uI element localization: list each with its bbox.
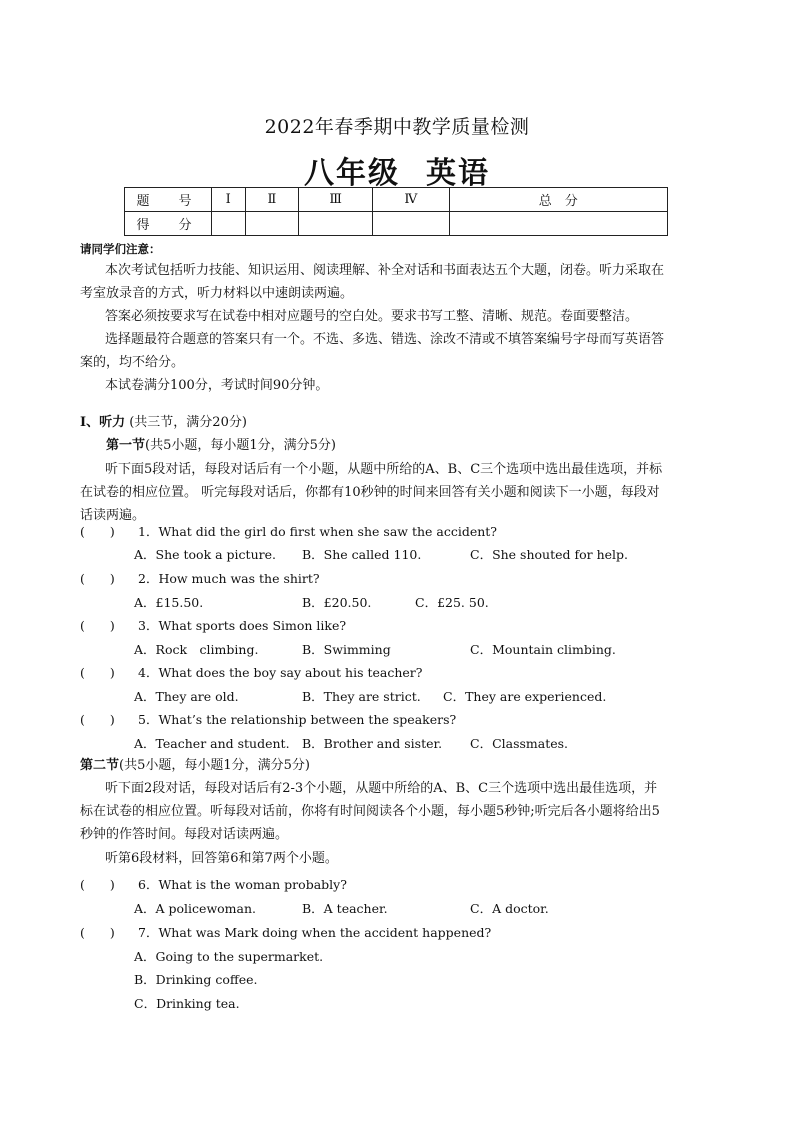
answer-blank[interactable]: ( )	[80, 524, 115, 539]
part1-heading: I、听力	[80, 415, 126, 430]
option-c: C．Mountain climbing.	[470, 642, 616, 657]
section2-heading: 第二节	[80, 758, 120, 773]
notice-heading: 请同学们注意：	[80, 242, 161, 256]
section1-note: (共5小题，每小题1分，满分5分)	[145, 438, 336, 453]
option-b: B．She called 110.	[302, 547, 422, 562]
instruction-line: 听下面5段对话，每段对话后有一个小题，从题中所给的A、B、C三个选项中选出最佳选项，并标	[105, 462, 663, 477]
notice-line: 本次考试包括听力技能、知识运用、阅读理解、补全对话和书面表达五个大题，闭卷。听力采取在	[105, 263, 665, 278]
subject-label: 英语	[426, 156, 490, 191]
option-a: A．They are old.	[134, 689, 239, 704]
notice-paragraph-4: 本试卷满分100分，考试时间90分钟。	[105, 378, 329, 393]
score-table-header-row	[125, 188, 668, 212]
answer-blank[interactable]: ( )	[80, 712, 115, 727]
option-c: C．A doctor.	[470, 901, 549, 916]
score-table-header: 总 分	[449, 188, 667, 212]
notice-line: 选择题最符合题意的答案只有一个。不选、多选、错选、涂改不清或不填答案编号字母而写英语答	[105, 332, 665, 347]
section2-instructions	[80, 777, 716, 846]
answer-blank[interactable]: ( )	[80, 877, 115, 892]
question-3	[80, 616, 346, 634]
notice-line: 案的，均不给分。	[80, 355, 185, 370]
option-b: B．They are strict.	[302, 689, 421, 704]
score-table-header: Ⅰ	[212, 188, 246, 212]
option-c: C．Classmates.	[470, 736, 569, 751]
notice-line: 考室放录音的方式，听力材料以中速朗读两遍。	[80, 286, 354, 301]
option-c: C．£25. 50.	[415, 595, 489, 610]
option-c: C．Drinking tea.	[134, 996, 240, 1011]
question-text: 5．What’s the relationship between the speakers?	[138, 712, 457, 727]
score-table-header: 题 号	[125, 188, 212, 212]
question-text: 4．What does the boy say about his teacher?	[138, 665, 423, 680]
section1-heading: 第一节	[106, 438, 146, 453]
option-a: A．A policewoman.	[134, 901, 257, 916]
answer-blank[interactable]: ( )	[80, 571, 115, 586]
part1-title	[80, 411, 247, 434]
answer-blank[interactable]: ( )	[80, 665, 115, 680]
score-table-score-row	[125, 212, 668, 236]
section2-sub-instruction: 听第6段材料，回答第6和第7两个小题。	[105, 851, 338, 866]
notice-paragraph-2: 答案必须按要求写在试卷中相对应题号的空白处。要求书写工整、清晰、规范。卷面要整洁。	[105, 309, 639, 324]
score-table-header: Ⅱ	[245, 188, 299, 212]
instruction-line: 标在试卷的相应位置。听每段对话前，你将有时间阅读各个小题，每小题5秒钟;听完后各小题将给出5	[80, 804, 660, 819]
score-table-header: Ⅳ	[373, 188, 449, 212]
option-b: B．Brother and sister.	[302, 736, 443, 751]
question-5	[80, 710, 456, 728]
section1-instructions	[80, 458, 716, 527]
question-6	[80, 875, 347, 893]
notice-paragraph-3	[80, 328, 716, 374]
instruction-line: 秒钟的作答时间。每段对话读两遍。	[80, 827, 289, 842]
option-a: A．Going to the supermarket.	[134, 949, 324, 964]
option-c: C．They are experienced.	[443, 689, 607, 704]
grade-subject-title	[0, 148, 794, 192]
score-table	[124, 187, 668, 236]
score-cell[interactable]	[299, 212, 373, 236]
score-cell[interactable]	[212, 212, 246, 236]
option-b: B．£20.50.	[302, 595, 372, 610]
part1-note: (共三节，满分20分)	[129, 415, 247, 430]
score-row-label: 得 分	[125, 212, 212, 236]
instruction-line: 话读两遍。	[80, 508, 146, 523]
option-b: B．Swimming	[302, 642, 391, 657]
answer-blank[interactable]: ( )	[80, 925, 115, 940]
option-b: B．A teacher.	[302, 901, 388, 916]
question-text: 6．What is the woman probably?	[138, 877, 347, 892]
option-b: B．Drinking coffee.	[134, 972, 258, 987]
option-a: A．Rock climbing.	[134, 642, 259, 657]
score-cell[interactable]	[449, 212, 667, 236]
section1-title	[106, 434, 336, 457]
option-c: C．She shouted for help.	[470, 547, 629, 562]
question-1	[80, 522, 497, 540]
score-cell[interactable]	[245, 212, 299, 236]
option-a: A．She took a picture.	[134, 547, 276, 562]
question-text: 3．What sports does Simon like?	[138, 618, 347, 633]
score-cell[interactable]	[373, 212, 449, 236]
question-2	[80, 569, 320, 587]
notice-paragraph-1	[80, 259, 716, 305]
option-a: A．Teacher and student.	[134, 736, 290, 751]
section2-title	[80, 754, 310, 777]
question-text: 2．How much was the shirt?	[138, 571, 320, 586]
exam-title: 2022年春季期中教学质量检测	[264, 116, 530, 138]
answer-blank[interactable]: ( )	[80, 618, 115, 633]
section2-note: (共5小题，每小题1分，满分5分)	[119, 758, 310, 773]
option-a: A．£15.50.	[134, 595, 204, 610]
score-table-header: Ⅲ	[299, 188, 373, 212]
question-text: 1．What did the girl do first when she saw the accident?	[138, 524, 498, 539]
instruction-line: 在试卷的相应位置。 听完每段对话后，你都有10秒钟的时间来回答有关小题和阅读下一小题，每段对	[80, 485, 660, 500]
instruction-line: 听下面2段对话，每段对话后有2-3个小题，从题中所给的A、B、C三个选项中选出最佳选项，并	[105, 781, 658, 796]
grade-label: 八年级	[304, 156, 400, 191]
question-7	[80, 923, 491, 941]
question-text: 7．What was Mark doing when the accident happened?	[138, 925, 492, 940]
question-4	[80, 663, 423, 681]
